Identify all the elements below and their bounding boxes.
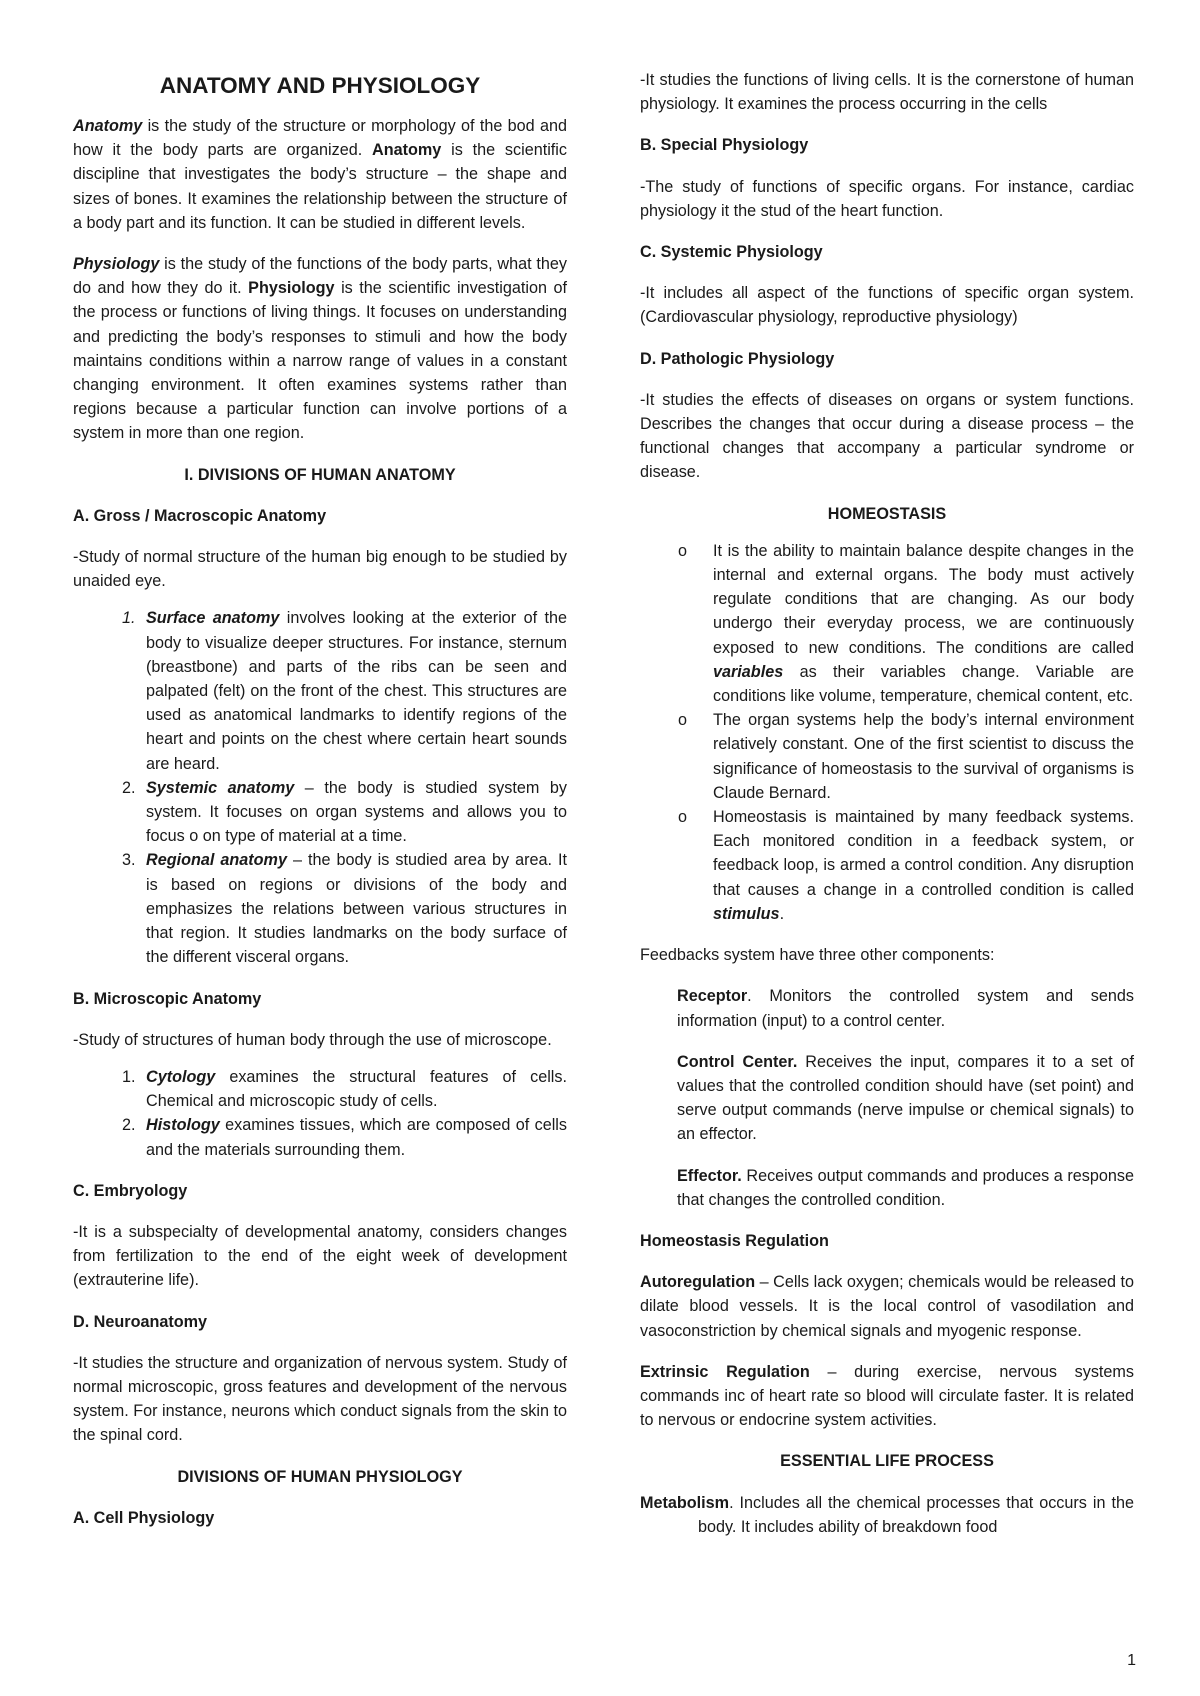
systemic-physiology-heading: C. Systemic Physiology bbox=[640, 243, 823, 262]
list-text: examines the structural features of cells. Chemical and microscopic study of cells. bbox=[146, 1067, 567, 1111]
control-center-text: Receives the input, compares it to a set of values that the controlled condition should have (set point) and serve output commands (nerve impulse or chemical signals) to an effector. bbox=[677, 1052, 1135, 1144]
list-text: – the body is studied area by area. It is based on regions or divisions of the body and emphasizes the relations between various structures in that region. It studies landmarks on the body surface of the different visceral organs. bbox=[146, 851, 568, 967]
control-center-term: Control Center. bbox=[677, 1052, 798, 1071]
list-item bbox=[73, 848, 567, 969]
pathologic-physiology-heading: D. Pathologic Physiology bbox=[640, 349, 835, 368]
anatomy-def-1: is the study of the structure or morphology of the bod and how it the body parts are organized. bbox=[73, 117, 567, 160]
physiology-def-2: is the scientific investigation of the process or functions of living things. It focuses on understanding and predicting the body’s responses to stimuli and how the body maintains conditions within a narrow range of values in a constant changing environment. It often examines systems rather than regions because a particular function can involve portions of a system in more than one region. bbox=[73, 279, 567, 443]
special-physiology-heading: B. Special Physiology bbox=[640, 136, 809, 155]
list-item bbox=[73, 606, 567, 775]
stimulus-term: stimulus bbox=[713, 904, 780, 923]
anatomy-divisions-heading: I. DIVISIONS OF HUMAN ANATOMY bbox=[184, 465, 456, 484]
left-column bbox=[73, 68, 567, 1547]
feedback-intro: Feedbacks system have three other components: bbox=[640, 946, 995, 965]
microscopic-anatomy-heading: B. Microscopic Anatomy bbox=[73, 989, 262, 1008]
list-number: 2. bbox=[122, 1116, 136, 1135]
pathologic-physiology-desc: -It studies the effects of diseases on organs or system functions. Describes the changes that occur during a disease process – the functional changes that accompany a particular syndrome or disease. bbox=[640, 390, 1134, 482]
cell-physiology-desc: -It studies the functions of living cells. It is the cornerstone of human physiology. It examines the process occurring in the cells bbox=[640, 71, 1134, 114]
list-number: 3. bbox=[122, 851, 136, 870]
bullet-text: . bbox=[779, 904, 785, 923]
effector-term: Effector. bbox=[677, 1166, 742, 1185]
embryology-desc: -It is a subspecialty of developmental anatomy, considers changes from fertilization to the end of the eight week of development (extrauterine life). bbox=[73, 1222, 567, 1290]
anatomy-definition bbox=[73, 114, 567, 235]
effector-paragraph bbox=[677, 1164, 1134, 1212]
list-item bbox=[73, 1113, 567, 1161]
cell-physiology-heading: A. Cell Physiology bbox=[73, 1508, 215, 1527]
list-text: – the body is studied system by system. It focuses on organ systems and allows you to focus o on type of material at a time. bbox=[146, 778, 567, 846]
special-physiology-desc: -The study of functions of specific organs. For instance, cardiac physiology it the stud of the heart function. bbox=[640, 177, 1134, 220]
metabolism-paragraph bbox=[640, 1491, 1134, 1539]
physiology-definition bbox=[73, 252, 567, 446]
list-term: Surface anatomy bbox=[146, 609, 280, 628]
extrinsic-regulation-text: – during exercise, nervous systems commands inc of heart rate so blood will circulate faster. It is related to nervous or endocrine system activities. bbox=[640, 1362, 1134, 1430]
homeostasis-regulation-heading: Homeostasis Regulation bbox=[640, 1231, 829, 1250]
homeostasis-heading: HOMEOSTASIS bbox=[827, 504, 947, 523]
physiology-def-1: is the study of the functions of the body parts, what they do and how they do it. bbox=[73, 255, 567, 298]
bullet-text: It is the ability to maintain balance despite changes in the internal and external organs. The body must actively regulate conditions that are changing. As our body undergo their everyday process, we are continuously exposed to new conditions. The conditions are called bbox=[713, 541, 1134, 657]
physiology-divisions-heading: DIVISIONS OF HUMAN PHYSIOLOGY bbox=[177, 1467, 463, 1486]
list-term: Regional anatomy bbox=[146, 851, 287, 870]
variables-term: variables bbox=[713, 662, 784, 681]
embryology-heading: C. Embryology bbox=[73, 1181, 188, 1200]
gross-anatomy-list bbox=[73, 606, 567, 969]
neuroanatomy-desc: -It studies the structure and organization of nervous system. Study of normal microscopic, gross features and development of the nervous system. For instance, neurons which conduct signals from the skin to the spinal cord. bbox=[73, 1353, 567, 1445]
bullet-text: Homeostasis is maintained by many feedback systems. Each monitored condition in a feedback system, or feedback loop, is armed a control condition. Any disruption that causes a change in a controlled condition is called bbox=[713, 808, 1134, 899]
extrinsic-regulation-paragraph bbox=[640, 1360, 1134, 1433]
receptor-term: Receptor bbox=[677, 987, 748, 1006]
receptor-text: . Monitors the controlled system and sends information (input) to a control center. bbox=[677, 987, 1134, 1030]
list-item bbox=[73, 1065, 567, 1113]
extrinsic-regulation-term: Extrinsic Regulation bbox=[640, 1362, 810, 1381]
list-number: 1. bbox=[122, 609, 136, 628]
bullet-text: as their variables change. Variable are conditions like volume, temperature, chemical content, etc. bbox=[713, 662, 1134, 706]
list-item bbox=[73, 776, 567, 849]
list-term: Histology bbox=[146, 1116, 220, 1135]
list-text: involves looking at the exterior of the body to visualize deeper structures. For instance, sternum (breastbone) and parts of the ribs can be seen and palpated (felt) on the front of the chest. This structures are used as anatomical landmarks to identify regions of the heart and points on the chest where certain heart sounds are heard. bbox=[146, 609, 568, 773]
homeostasis-bullets bbox=[640, 539, 1134, 926]
life-process-heading: ESSENTIAL LIFE PROCESS bbox=[780, 1452, 994, 1471]
anatomy-term-2: Anatomy bbox=[372, 141, 442, 160]
gross-anatomy-heading: A. Gross / Macroscopic Anatomy bbox=[73, 506, 327, 525]
bullet-marker: o bbox=[678, 541, 688, 560]
bullet-text: The organ systems help the body’s internal environment relatively constant. One of the first scientist to discuss the significance of homeostasis to the survival of organisms is Claude Bernard. bbox=[713, 711, 1134, 802]
list-item bbox=[640, 539, 1134, 708]
systemic-physiology-desc: -It includes all aspect of the functions of specific organ system. (Cardiovascular physiology, reproductive physiology) bbox=[640, 284, 1134, 327]
page-number: 1 bbox=[1127, 1652, 1136, 1669]
microscopic-anatomy-desc: -Study of structures of human body through the use of microscope. bbox=[73, 1030, 552, 1049]
list-item bbox=[640, 805, 1134, 926]
list-number: 1. bbox=[122, 1067, 136, 1086]
metabolism-text: . Includes all the chemical processes that occurs in the body. It includes ability of breakdown food bbox=[698, 1493, 1134, 1536]
list-number: 2. bbox=[122, 778, 136, 797]
autoregulation-paragraph bbox=[640, 1270, 1134, 1343]
list-term: Cytology bbox=[146, 1067, 216, 1086]
list-text: examines tissues, which are composed of cells and the materials surrounding them. bbox=[146, 1116, 567, 1159]
receptor-paragraph bbox=[677, 984, 1134, 1032]
microscopic-anatomy-list bbox=[73, 1065, 567, 1162]
autoregulation-term: Autoregulation bbox=[640, 1273, 756, 1292]
bullet-marker: o bbox=[678, 711, 688, 730]
physiology-term: Physiology bbox=[73, 255, 160, 274]
control-center-paragraph bbox=[677, 1050, 1134, 1147]
right-column bbox=[640, 68, 1134, 1556]
anatomy-term: Anatomy bbox=[73, 117, 143, 135]
autoregulation-text: – Cells lack oxygen; chemicals would be released to dilate blood vessels. It is the local control of vasodilation and vasoconstriction by chemical signals and myogenic response. bbox=[640, 1273, 1134, 1340]
physiology-term-2: Physiology bbox=[248, 279, 335, 298]
effector-text: Receives output commands and produces a response that changes the controlled condition. bbox=[677, 1166, 1134, 1209]
neuroanatomy-heading: D. Neuroanatomy bbox=[73, 1312, 208, 1331]
bullet-marker: o bbox=[678, 808, 688, 827]
gross-anatomy-desc: -Study of normal structure of the human big enough to be studied by unaided eye. bbox=[73, 548, 567, 591]
page-title: ANATOMY AND PHYSIOLOGY bbox=[159, 73, 481, 98]
metabolism-term: Metabolism bbox=[640, 1493, 730, 1512]
list-term: Systemic anatomy bbox=[146, 778, 295, 797]
anatomy-def-2: is the scientific discipline that investigates the body’s structure – the shape and sizes of bones. It examines the relationship between the structure of a body part and its function. It can be studied in different levels. bbox=[73, 141, 567, 232]
list-item bbox=[640, 708, 1134, 805]
